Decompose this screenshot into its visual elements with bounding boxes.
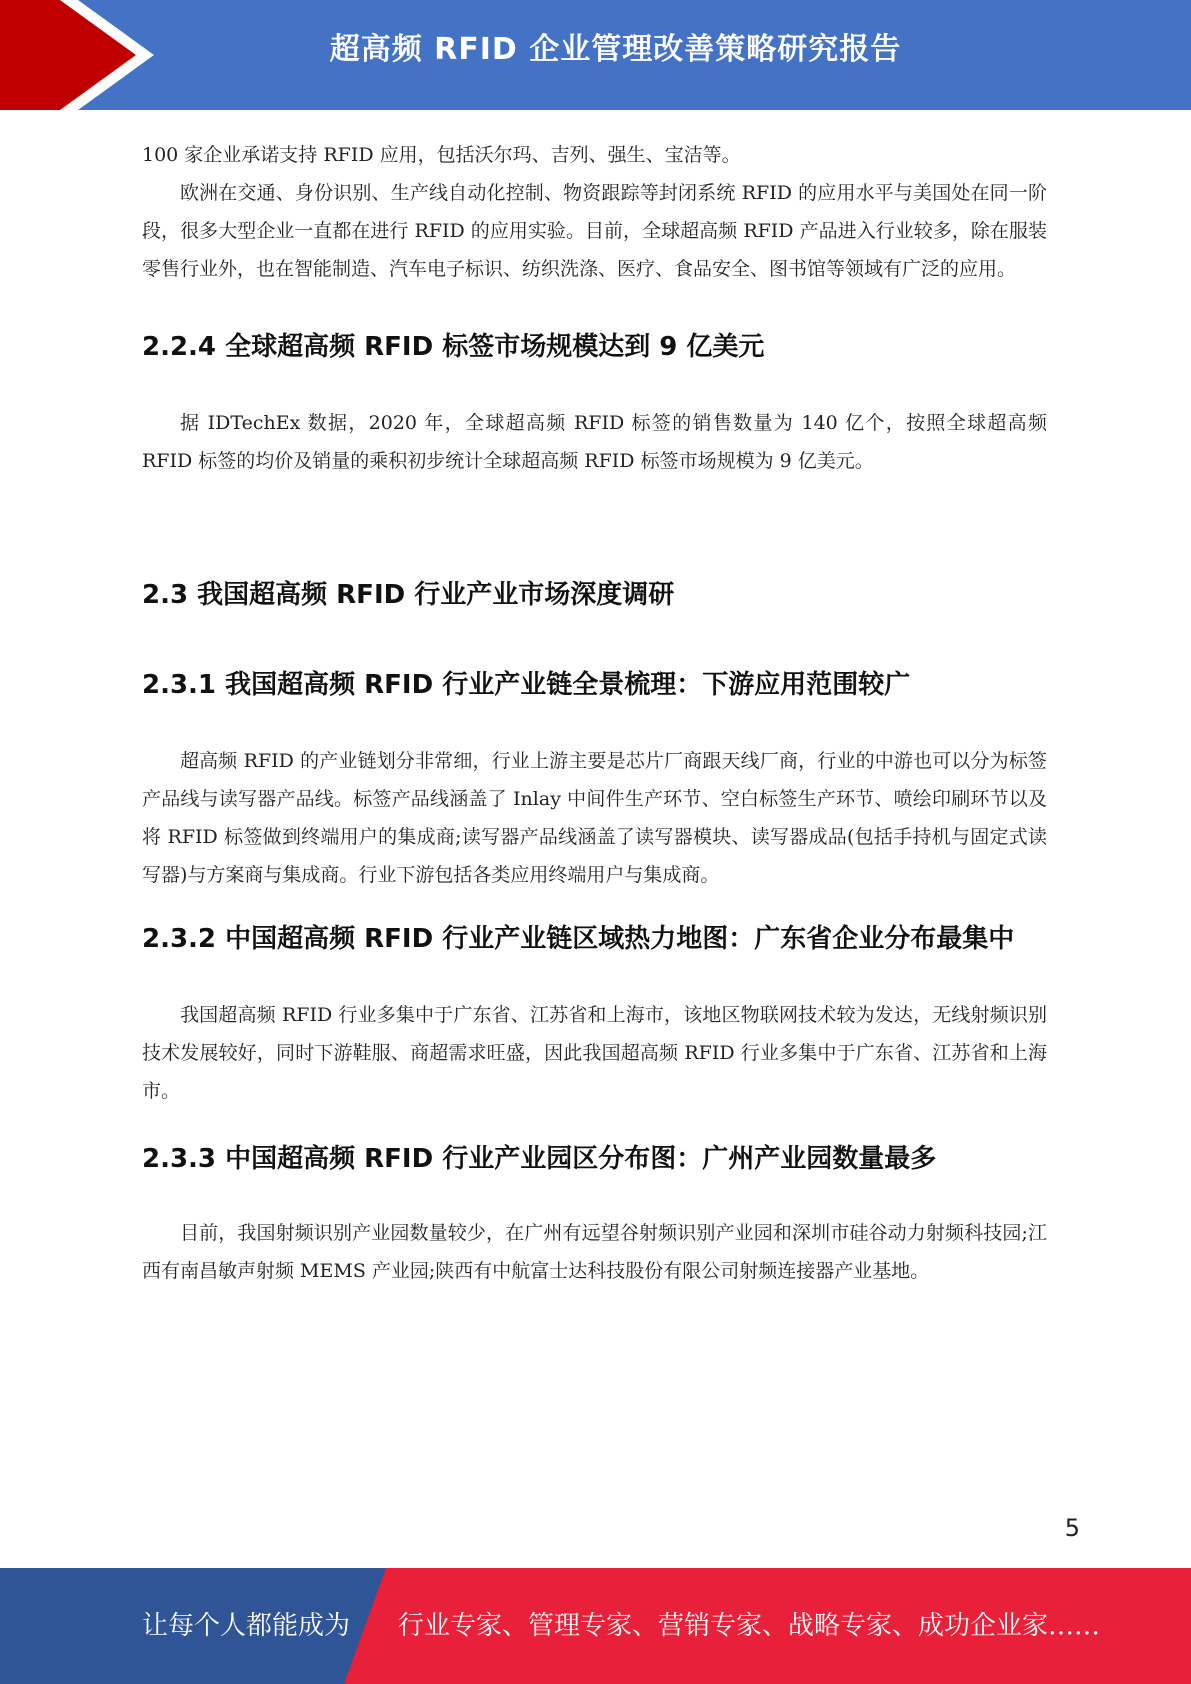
paragraph: 超高频 RFID 的产业链划分非常细，行业上游主要是芯片厂商跟天线厂商，行业的中游也可以分为标签产品线与读写器产品线。标签产品线涵盖了 Inlay 中间件生产环节、空白标签生产环节、喷绘印刷环节以及将 RFID 标签做到终端用户的集成商;读写器产品线涵盖了读写器模块、读写器成品(包括手持机与固定式读写器)与方案商与集成商。行业下游包括各类应用终端用户与集成商。 — [142, 750, 1047, 886]
page-content — [142, 136, 1047, 1290]
page-header — [0, 0, 1191, 110]
section-heading: 2.3.3 中国超高频 RFID 行业产业园区分布图：广州产业园数量最多 — [142, 1144, 937, 1174]
section-heading: 2.3.2 中国超高频 RFID 行业产业链区域热力地图：广东省企业分布最集中 — [142, 924, 1015, 954]
page-number: 5 — [1064, 1514, 1080, 1542]
paragraph: 欧洲在交通、身份识别、生产线自动化控制、物资跟踪等封闭系统 RFID 的应用水平与美国处在同一阶段，很多大型企业一直都在进行 RFID 的应用实验。目前，全球超高频 RFID 产品进入行业较多，除在服装零售行业外，也在智能制造、汽车电子标识、纺织洗涤、医疗、食品安全、图书馆等领域有广泛的应用。 — [142, 182, 1047, 280]
paragraph: 据 IDTechEx 数据，2020 年，全球超高频 RFID 标签的销售数量为 140 亿个，按照全球超高频 RFID 标签的均价及销量的乘积初步统计全球超高频 RFID 标签市场规模为 9 亿美元。 — [142, 412, 1047, 472]
paragraph: 我国超高频 RFID 行业多集中于广东省、江苏省和上海市，该地区物联网技术较为发达，无线射频识别技术发展较好，同时下游鞋服、商超需求旺盛，因此我国超高频 RFID 行业多集中于广东省、江苏省和上海市。 — [142, 1004, 1047, 1102]
report-title: 超高频 RFID 企业管理改善策略研究报告 — [329, 32, 902, 67]
section-heading: 2.2.4 全球超高频 RFID 标签市场规模达到 9 亿美元 — [142, 332, 765, 362]
footer-slogan-right: 行业专家、管理专家、营销专家、战略专家、成功企业家…… — [398, 1611, 1101, 1641]
section-heading: 2.3 我国超高频 RFID 行业产业市场深度调研 — [142, 580, 675, 610]
section-heading: 2.3.1 我国超高频 RFID 行业产业链全景梳理：下游应用范围较广 — [142, 670, 911, 700]
page-footer — [0, 1568, 1191, 1684]
paragraph: 目前，我国射频识别产业园数量较少，在广州有远望谷射频识别产业园和深圳市硅谷动力射频科技园;江西有南昌敏声射频 MEMS 产业园;陕西有中航富士达科技股份有限公司射频连接器产业基地。 — [142, 1222, 1047, 1282]
footer-slogan-left: 让每个人都能成为 — [142, 1611, 351, 1641]
paragraph: 100 家企业承诺支持 RFID 应用，包括沃尔玛、吉列、强生、宝洁等。 — [142, 144, 741, 166]
